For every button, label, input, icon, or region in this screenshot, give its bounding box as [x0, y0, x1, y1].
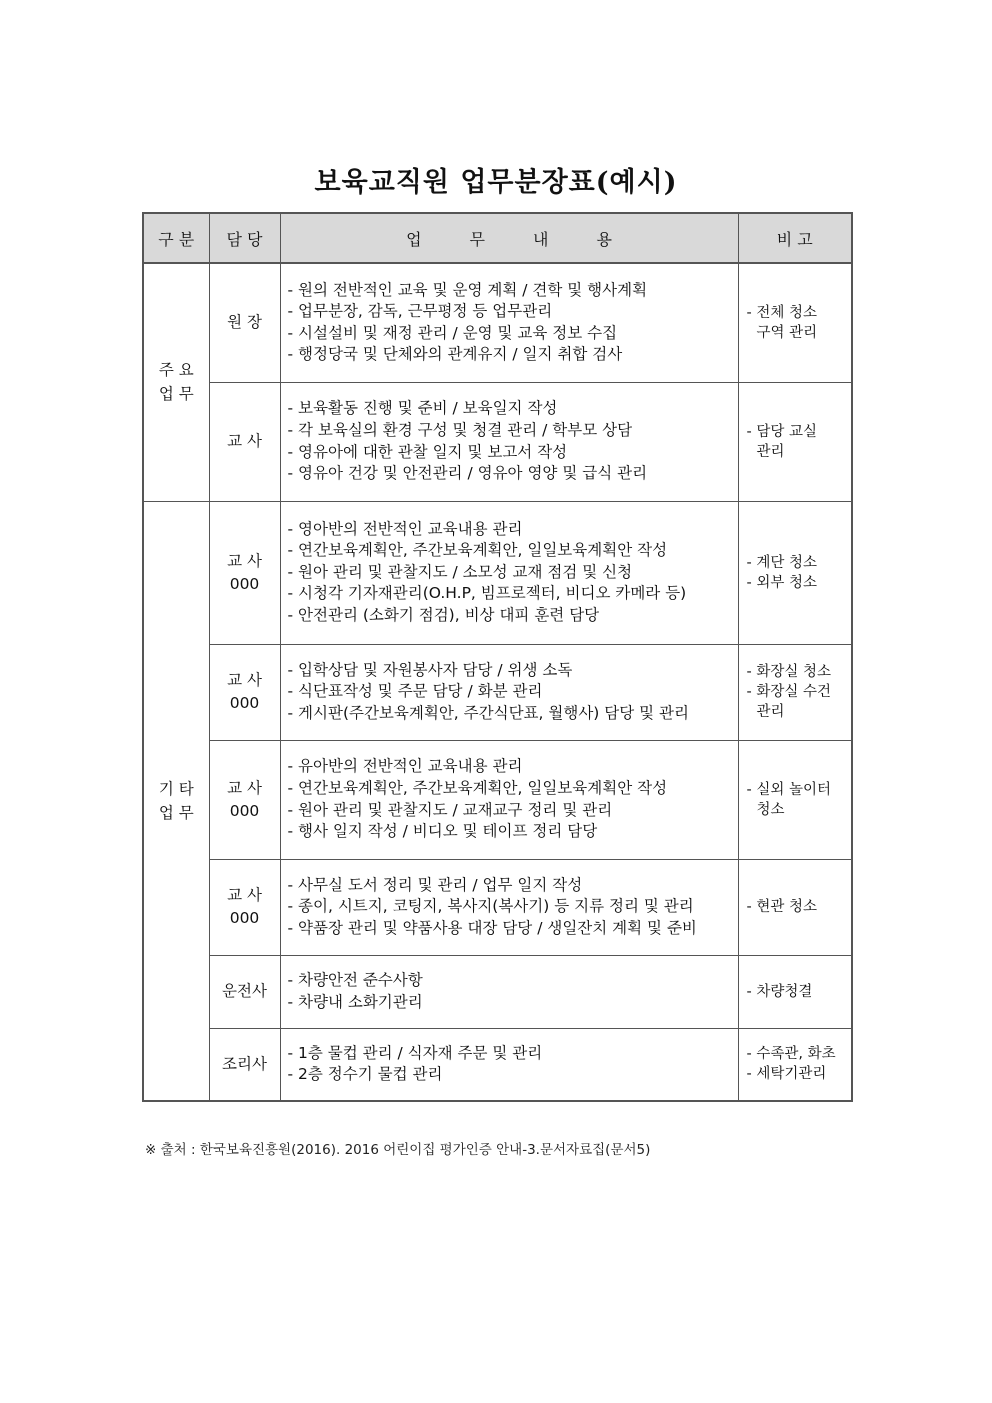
role-cell: 교 사 000 — [209, 501, 280, 644]
note-cell: - 계단 청소 - 외부 청소 — [738, 501, 852, 644]
header-content: 업 무 내 용 — [280, 213, 738, 263]
page-title: 보육교직원 업무분장표(예시) — [314, 167, 678, 198]
task-item: - 영아반의 전반적인 교육내용 관리 — [287, 519, 523, 538]
tasks-cell — [280, 1028, 738, 1101]
task-item: - 게시판(주간보육계획안, 주간식단표, 월행사) 담당 및 관리 — [287, 703, 689, 722]
task-item: - 연간보육계획안, 주간보육계획안, 일일보육계획안 작성 — [287, 541, 668, 560]
duty-assignment-table — [142, 212, 853, 1102]
table-row — [143, 859, 852, 955]
tasks-cell — [280, 644, 738, 740]
note-cell: - 수족관, 화초 - 세탁기관리 — [738, 1028, 852, 1101]
note-cell: - 담당 교실 관리 — [738, 382, 852, 501]
tasks-cell — [280, 263, 738, 382]
task-item: - 보육활동 진행 및 준비 / 보육일지 작성 — [287, 399, 558, 418]
header-category: 구 분 — [143, 213, 209, 263]
table-row — [143, 644, 852, 740]
task-item: - 차량안전 준수사항 — [287, 970, 423, 989]
task-item: - 유아반의 전반적인 교육내용 관리 — [287, 757, 523, 776]
task-item: - 영유아에 대한 관찰 일지 및 보고서 작성 — [287, 442, 568, 461]
task-item: - 사무실 도서 정리 및 관리 / 업무 일지 작성 — [287, 875, 583, 894]
task-item: - 안전관리 (소화기 점검), 비상 대피 훈련 담당 — [287, 605, 600, 624]
task-item: - 원아 관리 및 관찰지도 / 소모성 교재 점검 및 신청 — [287, 562, 633, 581]
task-item: - 입학상담 및 자원봉사자 담당 / 위생 소독 — [287, 660, 573, 679]
source-footnote: ※ 출처 : 한국보육진흥원(2016). 2016 어린이집 평가인증 안내-3.문서자료집(문서5) — [145, 1142, 651, 1158]
table-row — [143, 263, 852, 382]
task-item: - 행사 일지 작성 / 비디오 및 테이프 정리 담당 — [287, 822, 598, 841]
table-row — [143, 740, 852, 859]
task-item: - 시설설비 및 재정 관리 / 운영 및 교육 정보 수집 — [287, 323, 618, 342]
table-row — [143, 955, 852, 1028]
role-cell: 교 사 000 — [209, 740, 280, 859]
task-item: - 약품장 관리 및 약품사용 대장 담당 / 생일잔치 계획 및 준비 — [287, 918, 697, 937]
task-item: - 연간보육계획안, 주간보육계획안, 일일보육계획안 작성 — [287, 778, 668, 797]
task-item: - 종이, 시트지, 코팅지, 복사지(복사기) 등 지류 정리 및 관리 — [287, 897, 694, 916]
table-row — [143, 501, 852, 644]
header-note: 비 고 — [738, 213, 852, 263]
role-cell: 운전사 — [209, 955, 280, 1028]
task-item: - 1층 물컵 관리 / 식자재 주문 및 관리 — [287, 1043, 543, 1062]
task-item: - 각 보육실의 환경 구성 및 청결 관리 / 학부모 상담 — [287, 420, 633, 439]
category-cell-other: 기 타 업 무 — [143, 501, 209, 1101]
category-cell-main: 주 요 업 무 — [143, 263, 209, 501]
role-cell: 원 장 — [209, 263, 280, 382]
tasks-cell — [280, 955, 738, 1028]
table-row — [143, 1028, 852, 1101]
task-item: - 원아 관리 및 관찰지도 / 교재교구 정리 및 관리 — [287, 800, 613, 819]
task-item: - 2층 정수기 물컵 관리 — [287, 1065, 443, 1084]
task-item: - 식단표작성 및 주문 담당 / 화분 관리 — [287, 682, 543, 701]
note-cell: - 화장실 청소 - 화장실 수건 관리 — [738, 644, 852, 740]
table-header-row — [143, 213, 852, 263]
note-cell: - 실외 놀이터 청소 — [738, 740, 852, 859]
header-role: 담 당 — [209, 213, 280, 263]
tasks-cell — [280, 859, 738, 955]
role-cell: 조리사 — [209, 1028, 280, 1101]
role-cell: 교 사 — [209, 382, 280, 501]
note-cell: - 현관 청소 — [738, 859, 852, 955]
task-item: - 업무분장, 감독, 근무평정 등 업무관리 — [287, 302, 553, 321]
role-cell: 교 사 000 — [209, 859, 280, 955]
tasks-cell — [280, 382, 738, 501]
role-cell: 교 사 000 — [209, 644, 280, 740]
tasks-cell — [280, 740, 738, 859]
task-item: - 행정당국 및 단체와의 관계유지 / 일지 취합 검사 — [287, 345, 623, 364]
task-item: - 영유아 건강 및 안전관리 / 영유아 영양 및 급식 관리 — [287, 464, 648, 483]
table-row — [143, 382, 852, 501]
task-item: - 시청각 기자재관리(O.H.P, 빔프로젝터, 비디오 카메라 등) — [287, 584, 687, 603]
task-item: - 차량내 소화기관리 — [287, 992, 423, 1011]
note-cell: - 차량청결 — [738, 955, 852, 1028]
task-item: - 원의 전반적인 교육 및 운영 계획 / 견학 및 행사계획 — [287, 280, 648, 299]
note-cell: - 전체 청소 구역 관리 — [738, 263, 852, 382]
tasks-cell — [280, 501, 738, 644]
